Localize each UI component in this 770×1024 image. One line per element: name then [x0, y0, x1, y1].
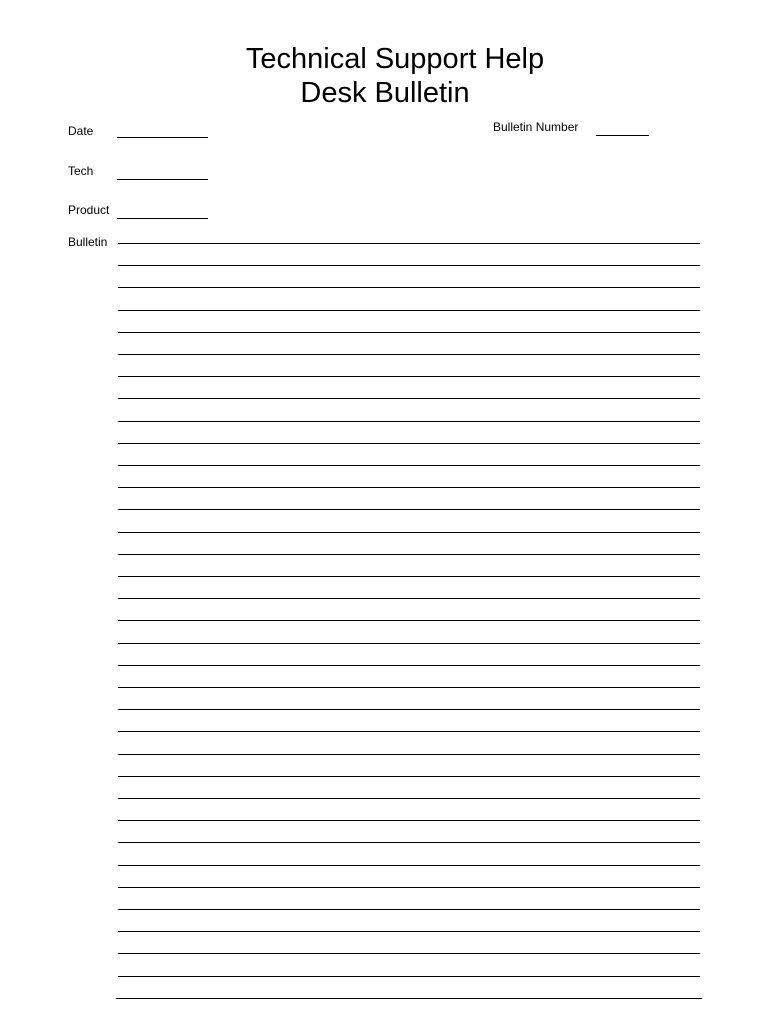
bulletin-line[interactable] — [118, 287, 700, 288]
bulletin-line[interactable] — [118, 332, 700, 333]
bulletin-line[interactable] — [118, 909, 700, 910]
bulletin-line[interactable] — [118, 687, 700, 688]
bulletin-line[interactable] — [118, 887, 700, 888]
bulletin-line[interactable] — [118, 776, 700, 777]
bulletin-line[interactable] — [118, 820, 700, 821]
bulletin-line[interactable] — [118, 842, 700, 843]
tech-label: Tech — [68, 164, 94, 178]
bulletin-line[interactable] — [118, 509, 700, 510]
bulletin-line[interactable] — [118, 243, 700, 244]
bulletin-line[interactable] — [118, 798, 700, 799]
bulletin-line[interactable] — [118, 376, 700, 377]
date-field[interactable] — [117, 137, 208, 138]
bulletin-line[interactable] — [118, 598, 700, 599]
bulletin-line[interactable] — [118, 421, 700, 422]
bulletin-line[interactable] — [118, 709, 700, 710]
bulletin-line[interactable] — [118, 643, 700, 644]
product-field[interactable] — [117, 218, 208, 219]
title-line-2: Desk Bulletin — [300, 77, 470, 109]
bulletin-line[interactable] — [118, 443, 700, 444]
page-title — [0, 42, 770, 110]
bulletin-line[interactable] — [118, 398, 700, 399]
bulletin-line[interactable] — [118, 731, 700, 732]
bulletin-line[interactable] — [118, 310, 700, 311]
bulletin-number-field[interactable] — [596, 135, 649, 136]
bulletin-number-label: Bulletin Number — [493, 120, 579, 134]
bulletin-line[interactable] — [118, 754, 700, 755]
bulletin-line[interactable] — [116, 998, 702, 999]
date-label: Date — [68, 124, 94, 138]
bulletin-line[interactable] — [118, 576, 700, 577]
bulletin-line[interactable] — [118, 265, 700, 266]
tech-field[interactable] — [117, 179, 208, 180]
bulletin-line[interactable] — [118, 554, 700, 555]
bulletin-line[interactable] — [118, 487, 700, 488]
bulletin-line[interactable] — [118, 931, 700, 932]
bulletin-line[interactable] — [118, 620, 700, 621]
bulletin-line[interactable] — [118, 976, 700, 977]
bulletin-line[interactable] — [118, 465, 700, 466]
product-label: Product — [68, 203, 110, 217]
bulletin-line[interactable] — [118, 354, 700, 355]
bulletin-label: Bulletin — [68, 235, 108, 249]
bulletin-line[interactable] — [118, 665, 700, 666]
bulletin-line[interactable] — [118, 953, 700, 954]
bulletin-line[interactable] — [118, 865, 700, 866]
title-line-1: Technical Support Help — [245, 43, 545, 75]
bulletin-line[interactable] — [118, 532, 700, 533]
